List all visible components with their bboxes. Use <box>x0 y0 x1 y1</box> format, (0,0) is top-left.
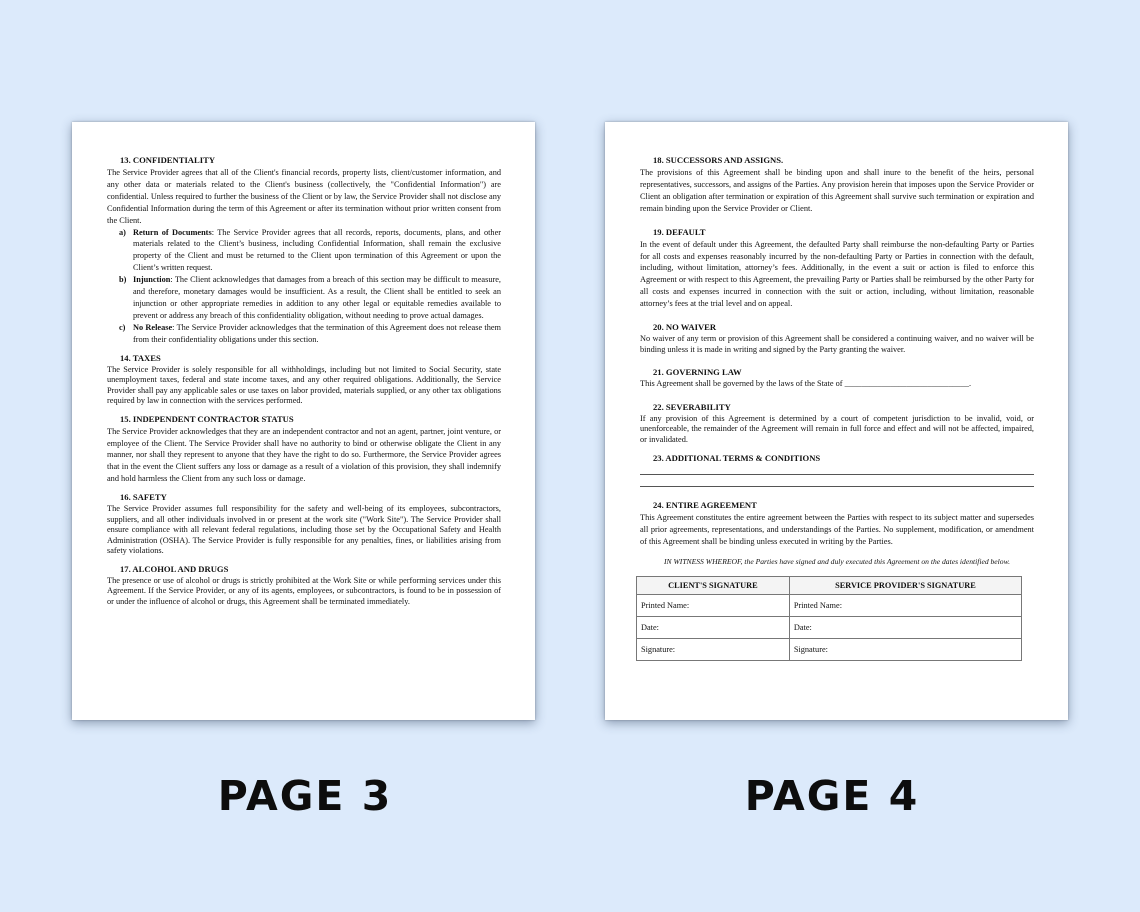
section-body: No waiver of any term or provision of this Agreement shall be considered a continuing waiver, and no waiver will be binding unless it is made in writing and signed by the Party granting the waiver. <box>640 334 1034 354</box>
section-heading: 13. CONFIDENTIALITY <box>120 155 216 165</box>
sub-clause-text: : The Client acknowledges that damages from a breach of this section may be difficult to measure, and therefore, monetary damages would be insufficient. As a result, the Client shall be entitled to seek an injunction or other appropriate remedies in addition to any other legal or equitable remedies available to prevent or address any breach of this confidentiality obligation, without needing to prove actual damages. <box>133 275 501 320</box>
client-printed-name-field[interactable]: Printed Name: <box>637 594 790 616</box>
section-heading: 15. INDEPENDENT CONTRACTOR STATUS <box>120 413 294 424</box>
section-governing-law <box>640 367 1034 390</box>
section-alcohol-and-drugs <box>107 564 501 608</box>
section-body: The Service Provider agrees that all of the Client's financial records, property lists, client/customer information, and any other data or materials related to the Client's business (collectively, the "Confidential Information") are confidential. Unless required to further the business of the Client or by law, the Service Provider shall not disclose any Confidential Information during the term of this Agreement or after its termination without prior written consent from the Client. <box>107 168 501 225</box>
section-heading: 22. SEVERABILITY <box>653 401 731 412</box>
section-body: This Agreement shall be governed by the laws of the State of ______________________________. <box>640 379 972 389</box>
page-4-label: PAGE 4 <box>744 772 920 820</box>
section-heading: 23. ADDITIONAL TERMS & CONDITIONS <box>653 453 821 464</box>
section-heading: 24. ENTIRE AGREEMENT <box>653 500 757 511</box>
section-body: The Service Provider is solely responsible for all withholdings, including but not limited to Social Security, state unemployment taxes, federal and state income taxes, and any other required obligations. Additionally, the Service Provider shall pay any applicable sales or use taxes on labor provided, materials supplied, or any other tax obligations required by law in connection with the services performed. <box>107 364 501 406</box>
sub-clause-text: : The Service Provider agrees that all records, reports, documents, plans, and other materials related to the Client’s business, including Confidential Information, shall remain the exclusive property of the Client and must be returned to the Client upon termination of this Agreement or upon the Client’s written request. <box>133 227 502 273</box>
section-heading: 17. ALCOHOL AND DRUGS <box>120 563 229 574</box>
blank-line <box>640 486 1034 487</box>
client-signature-field[interactable]: Signature: <box>637 638 790 660</box>
section-heading: 18. SUCCESSORS AND ASSIGNS. <box>653 155 784 165</box>
document-page-4 <box>605 122 1068 720</box>
provider-printed-name-field[interactable]: Printed Name: <box>789 594 1021 616</box>
sub-clause-list <box>107 227 501 346</box>
section-heading: 14. TAXES <box>120 352 161 363</box>
sub-clause-return-of-documents <box>119 227 502 275</box>
section-independent-contractor <box>107 414 501 486</box>
section-successors <box>640 155 1034 215</box>
section-heading: 19. DEFAULT <box>653 226 706 237</box>
sub-clause-title: Injunction <box>133 275 171 285</box>
section-heading: 20. NO WAIVER <box>653 322 717 333</box>
section-body: If any provision of this Agreement is determined by a court of competent jurisdiction to be invalid, void, or unenforceable, the remainder of the Agreement will remain in full force and effect and will not be affected, impaired, or invalidated. <box>640 413 1034 444</box>
sub-clause-letter: a) <box>119 227 126 237</box>
sub-clause-no-release <box>119 322 501 346</box>
witness-statement: IN WITNESS WHEREOF, the Parties have signed and duly executed this Agreement on the dates identified below. <box>663 556 1010 566</box>
section-body: The provisions of this Agreement shall be binding upon and shall inure to the benefit of the heirs, personal representatives, successors, and assigns of the Parties. Any provision herein that imposes upon the Service Provider or Client an obligation after termination or expiration of this Agreement shall survive such termination or expiration and remain binding upon the Service Provider or Client. <box>640 168 1034 213</box>
client-signature-header: CLIENT'S SIGNATURE <box>637 576 790 594</box>
section-safety <box>107 492 501 557</box>
sub-clause-letter: b) <box>119 275 127 285</box>
section-body: The Service Provider assumes full responsibility for the safety and well-being of its employees, subcontractors, suppliers, and all other individuals involved in or present at the work site ("Work Site"). The Service Provider shall ensure compliance with all relevant federal regulations, including those set by the Occupational Safety and Health Administration (OSHA). The Service Provider is fully responsible for any penalties, fines, or liabilities arising from safety violations. <box>107 504 501 556</box>
section-entire-agreement <box>640 500 1034 548</box>
section-taxes <box>107 353 501 407</box>
section-default <box>640 227 1034 310</box>
section-heading: 21. GOVERNING LAW <box>653 367 742 378</box>
section-confidentiality <box>107 155 501 346</box>
section-heading: 16. SAFETY <box>120 492 167 503</box>
page-3-label: PAGE 3 <box>217 772 393 820</box>
section-severability <box>640 402 1034 446</box>
section-body: This Agreement constitutes the entire agreement between the Parties with respect to its subject matter and supersedes all prior agreements, representations, and understandings of the Parties. No supplement, modification, or amendment of this Agreement shall be binding unless executed in writing by the Parties. <box>640 513 1034 546</box>
section-body: In the event of default under this Agreement, the defaulted Party shall reimburse the non-defaulting Party or Parties for all costs and expenses reasonably incurred by the non-defaulting Party or Parties in connection with the default, including, without limitation, attorney’s fees. Additionally, in the event a suit or action is filed to enforce this Agreement or with respect to this Agreement, the prevailing Party or Parties shall be reimbursed by the other Party for all costs and expenses incurred in connection with the suit or action, including, without limitation, reasonable attorney’s fees at the trial level and on appeal. <box>640 239 1034 309</box>
document-page-3 <box>72 122 535 720</box>
provider-date-field[interactable]: Date: <box>789 616 1021 638</box>
sub-clause-title: Return of Documents <box>133 227 212 237</box>
section-body: The Service Provider acknowledges that they are an independent contractor and not an agent, partner, joint venture, or employee of the Client. The Service Provider shall have no authority to bind or otherwise obligate the Client in any manner, nor shall they represent to anyone that they have the right to do so. Furthermore, the Service Provider agrees that in the event the Client suffers any loss or damage as a result of a violation of this provision, they shall indemnify and hold harmless the Client from any such loss or damage. <box>107 426 501 484</box>
sub-clause-injunction <box>119 274 501 322</box>
section-additional-terms <box>640 453 1034 487</box>
signature-table <box>636 576 1022 661</box>
provider-signature-field[interactable]: Signature: <box>789 638 1021 660</box>
sub-clause-letter: c) <box>119 322 126 332</box>
blank-line <box>640 474 1034 475</box>
sub-clause-title: No Release <box>133 322 173 332</box>
provider-signature-header: SERVICE PROVIDER'S SIGNATURE <box>789 576 1021 594</box>
client-date-field[interactable]: Date: <box>637 616 790 638</box>
section-body: The presence or use of alcohol or drugs is strictly prohibited at the Work Site or while performing services under this Agreement. If the Service Provider, or any of its agents, employees, or subcontractors, is found to be in possession of or under the influence of alcohol or drugs, this Agreement shall be terminated immediately. <box>107 575 501 606</box>
section-no-waiver <box>640 322 1034 355</box>
sub-clause-text: : The Service Provider acknowledges that the termination of this Agreement does not release them from their confidentiality obligations under this section. <box>133 322 501 344</box>
